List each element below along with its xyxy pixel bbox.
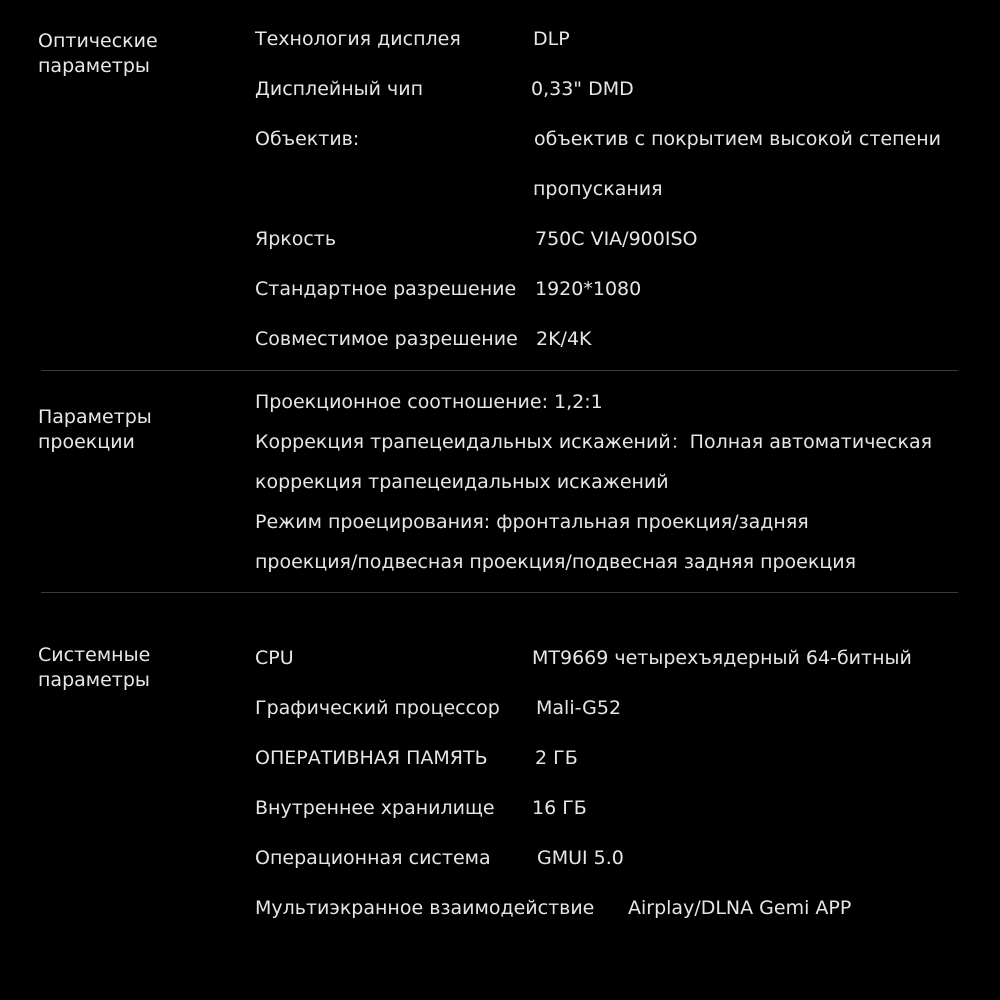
standard-resolution-value: 1920*1080 [535,278,642,300]
standard-resolution-label: Стандартное разрешение [255,278,517,300]
keystone-correction-text: Коррекция трапецеидальных искажений：Полная автоматическая [255,431,933,453]
lens-value: объектив с покрытием высокой степени [534,128,941,150]
brightness-label: Яркость [255,228,337,250]
gpu-label: Графический процессор [255,697,500,719]
projection-title-line1: Параметры [38,406,152,428]
optical-section-title [38,29,158,79]
storage-value: 16 ГБ [532,797,587,819]
lens-label: Объектив: [255,128,360,150]
section-divider-1 [41,370,958,371]
multiscreen-value: Airplay/DLNA Gemi APP [628,897,852,919]
compatible-resolution-value: 2K/4K [536,328,592,350]
system-title-line1: Системные [38,644,151,666]
projection-title-line2: проекции [38,431,135,453]
section-divider-2 [41,592,958,593]
display-technology-value: DLP [533,28,570,50]
ram-value: 2 ГБ [535,747,578,769]
display-chip-label: Дисплейный чип [255,78,424,100]
cpu-label: CPU [255,647,294,669]
multiscreen-label: Мультиэкранное взаимодействие [255,897,595,919]
os-label: Операционная система [255,847,491,869]
storage-label: Внутреннее хранилище [255,797,495,819]
projection-mode-text-continued: проекция/подвесная проекция/подвесная задняя проекция [255,551,857,573]
system-title-line2: параметры [38,669,150,691]
display-chip-value: 0,33" DMD [531,78,634,100]
optical-title-line1: Оптические [38,30,158,52]
brightness-value: 750C VIA/900ISO [535,228,698,250]
projection-mode-text: Режим проецирования: фронтальная проекция/задняя [255,511,809,533]
display-technology-label: Технология дисплея [255,28,461,50]
lens-value-continued: пропускания [533,178,663,200]
gpu-value: Mali-G52 [536,697,622,719]
system-section-title [38,643,150,693]
compatible-resolution-label: Совместимое разрешение [255,328,518,350]
ram-label: ОПЕРАТИВНАЯ ПАМЯТЬ [255,747,488,769]
keystone-correction-text-continued: коррекция трапецеидальных искажений [255,471,669,493]
throw-ratio-text: Проекционное соотношение: 1,2:1 [255,391,603,413]
projection-section-title [38,405,152,455]
cpu-value: MT9669 четырехъядерный 64-битный [532,647,912,669]
optical-title-line2: параметры [38,55,150,77]
os-value: GMUI 5.0 [537,847,624,869]
